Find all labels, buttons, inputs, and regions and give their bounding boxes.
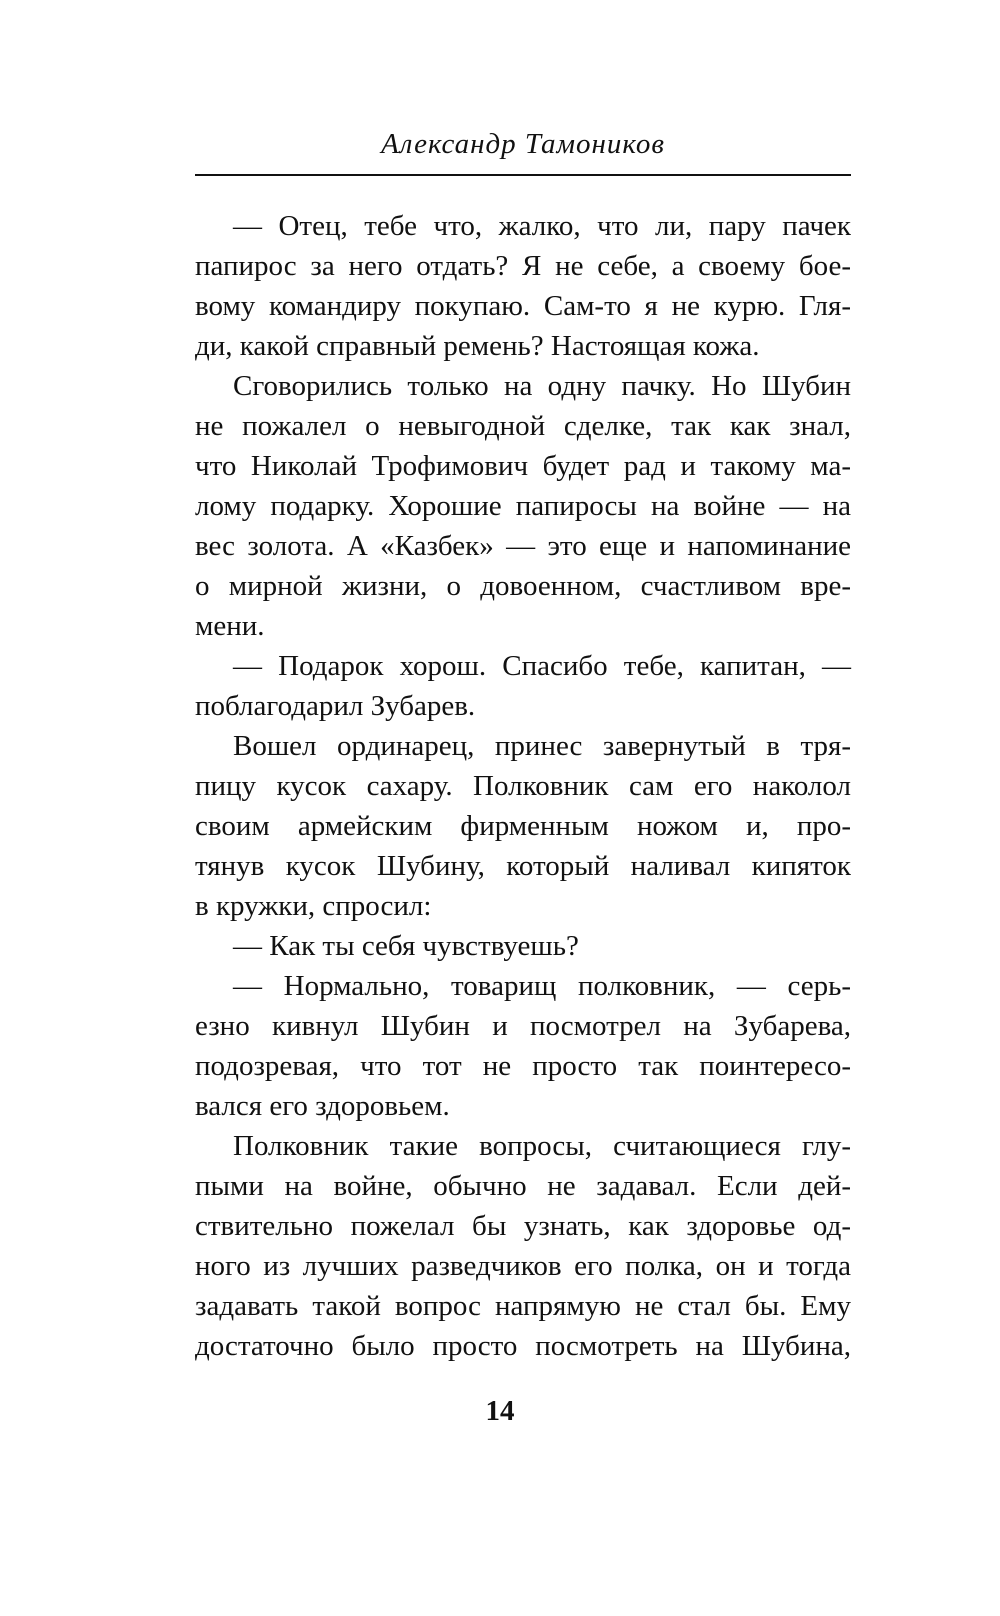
text-line: мени. — [195, 610, 265, 642]
text-line: подозревая, что тот не просто так поинтересо- — [195, 1050, 851, 1082]
text-line: в кружки, спросил: — [195, 890, 432, 922]
text-line: — Нормально, товарищ полковник, — серь- — [233, 970, 851, 1002]
text-line: Сговорились только на одну пачку. Но Шубин — [233, 370, 851, 402]
text-line: — Отец, тебе что, жалко, что ли, пару пачек — [233, 210, 851, 242]
text-line: достаточно было просто посмотреть на Шубина, — [195, 1330, 851, 1362]
text-line: Вошел ординарец, принес завернутый в тря- — [233, 730, 851, 762]
text-line: задавать такой вопрос напрямую не стал бы. Ему — [195, 1290, 851, 1322]
text-line: езно кивнул Шубин и посмотрел на Зубарева, — [195, 1010, 851, 1042]
text-line: тянув кусок Шубину, который наливал кипяток — [195, 850, 851, 882]
text-line: пыми на войне, обычно не задавал. Если дей- — [195, 1170, 851, 1202]
text-line: пицу кусок сахару. Полковник сам его наколол — [195, 770, 851, 802]
text-line: вому командиру покупаю. Сам-то я не курю. Гля- — [195, 290, 851, 322]
text-line: ди, какой справный ремень? Настоящая кожа. — [195, 330, 760, 362]
text-line: вес золота. А «Казбек» — это еще и напоминание — [195, 530, 851, 562]
text-line: — Как ты себя чувствуешь? — [233, 930, 579, 962]
text-line: что Николай Трофимович будет рад и такому ма- — [195, 450, 851, 482]
text-line: о мирной жизни, о довоенном, счастливом вре- — [195, 570, 851, 602]
page-number: 14 — [485, 1395, 515, 1427]
body-text — [195, 206, 851, 1366]
text-line: ного из лучших разведчиков его полка, он и тогда — [195, 1250, 851, 1282]
text-line: своим армейским фирменным ножом и, про- — [195, 810, 851, 842]
text-line: — Подарок хорош. Спасибо тебе, капитан, — — [233, 650, 851, 682]
text-line: поблагодарил Зубарев. — [195, 690, 476, 722]
text-line: папирос за него отдать? Я не себе, а своему бое- — [195, 250, 851, 282]
text-line: ствительно пожелал бы узнать, как здоровье од- — [195, 1210, 851, 1242]
header-rule — [195, 174, 851, 176]
text-line: вался его здоровьем. — [195, 1090, 450, 1122]
text-line: лому подарку. Хорошие папиросы на войне — на — [195, 490, 851, 522]
text-line: не пожалел о невыгодной сделке, так как знал, — [195, 410, 851, 442]
text-line: Полковник такие вопросы, считающиеся глу- — [233, 1130, 851, 1162]
running-head-author: Александр Тамоников — [381, 128, 665, 160]
